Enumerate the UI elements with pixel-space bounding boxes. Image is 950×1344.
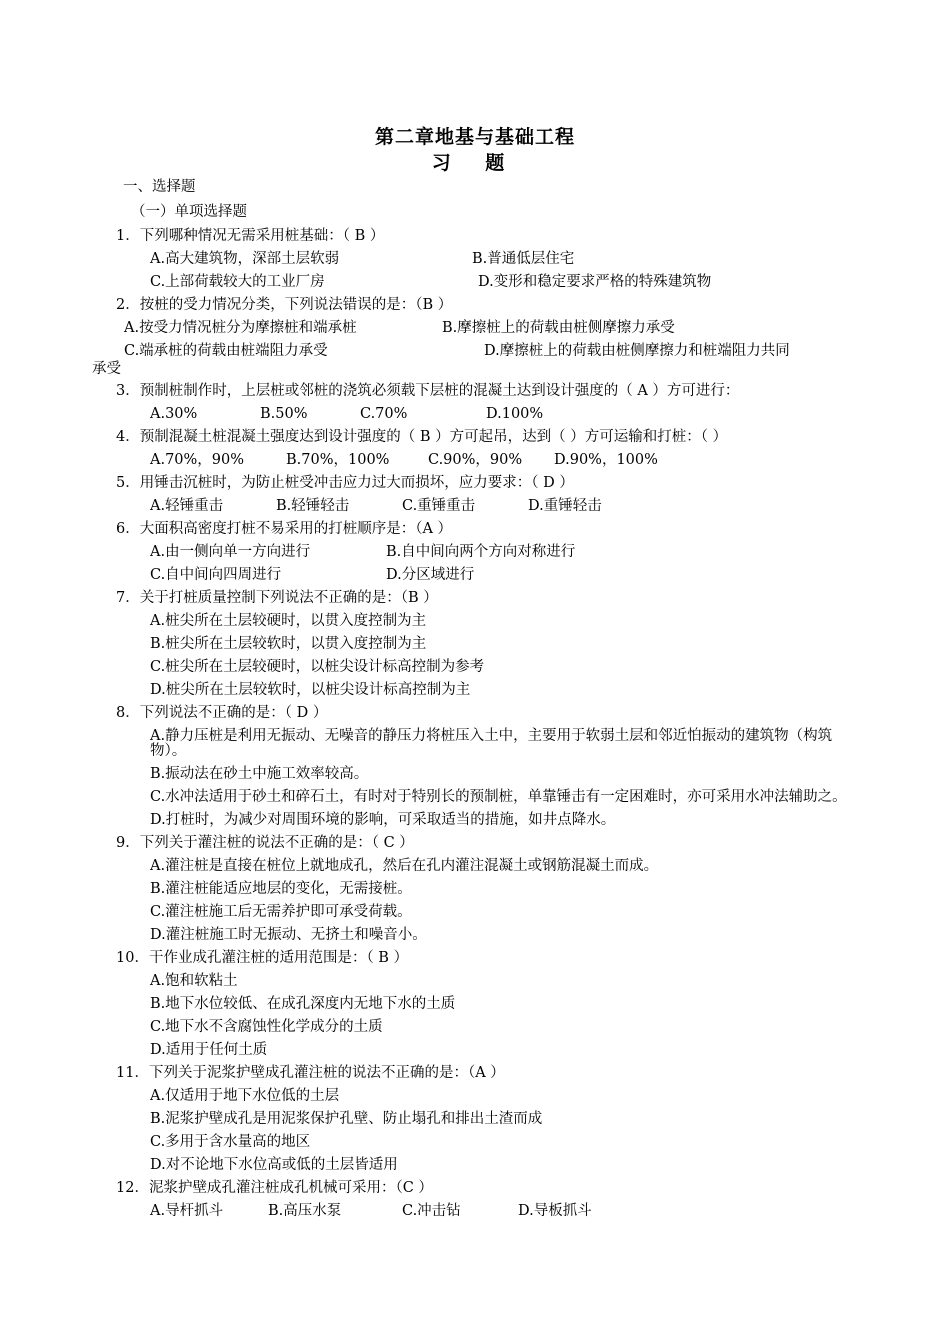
question-item: [92, 702, 862, 832]
option-d: D.分区域进行: [386, 567, 475, 583]
question-item: [92, 518, 862, 587]
section-heading: 一、选择题: [123, 179, 196, 195]
option-list: [92, 725, 862, 832]
option-b: B.高压水泵: [268, 1203, 342, 1219]
question-text: 2．按桩的受力情况分类，下列说法错误的是：（B ）: [116, 297, 453, 313]
question-item: [92, 832, 862, 947]
option-row: [92, 1200, 862, 1223]
option-b: B.摩擦桩上的荷载由桩侧摩擦力承受: [442, 320, 675, 336]
question-text: 8．下列说法不正确的是：（ D ）: [116, 705, 328, 721]
question-text: 12．泥浆护壁成孔灌注桩成孔机械可采用：（C ）: [116, 1180, 433, 1196]
option-a: A.由一侧向单一方向进行: [150, 544, 311, 560]
question-text: 11．下列关于泥浆护壁成孔灌注桩的说法不正确的是：（A ）: [116, 1065, 505, 1081]
question-text: 9．下列关于灌注桩的说法不正确的是：（ C ）: [116, 835, 414, 851]
option-a: A.仅适用于地下水位低的土层: [150, 1088, 340, 1104]
option-a: A.灌注桩是直接在桩位上就地成孔，然后在孔内灌注混凝土或钢筋混凝土而成。: [150, 858, 659, 874]
option-d: D.灌注桩施工时无振动、无挤土和噪音小。: [150, 927, 427, 943]
option-d: D.对不论地下水位高或低的土层皆适用: [150, 1157, 398, 1173]
option-c: C.灌注桩施工后无需养护即可承受荷载。: [150, 904, 412, 920]
option-b: B.轻锤轻击: [276, 498, 350, 514]
option-row: [92, 340, 862, 363]
option-d: D.100%: [486, 406, 544, 422]
option-b: B.振动法在砂土中施工效率较高。: [150, 766, 369, 782]
option-list: [92, 610, 862, 702]
option-c: C.地下水不含腐蚀性化学成分的土质: [150, 1019, 383, 1035]
option-b: B.70%，100%: [286, 452, 390, 468]
page-subtitle: 习 题: [431, 152, 519, 174]
option-d: D.变形和稳定要求严格的特殊建筑物: [478, 274, 712, 290]
option-a: A.轻锤重击: [150, 498, 224, 514]
option-c: C.水冲法适用于砂土和碎石土，有时对于特别长的预制桩，单靠锤击有一定困难时，亦可采用水冲法辅助之。: [150, 789, 847, 805]
option-c: C.上部荷载较大的工业厂房: [150, 274, 325, 290]
option-a: A.导杆抓斗: [150, 1203, 224, 1219]
option-b: B.自中间向两个方向对称进行: [386, 544, 576, 560]
option-row: [92, 449, 862, 472]
option-b: B.桩尖所在土层较软时，以贯入度控制为主: [150, 636, 427, 652]
option-a: A.70%，90%: [150, 452, 245, 468]
question-text: 3．预制桩制作时，上层桩或邻桩的浇筑必须载下层桩的混凝土达到设计强度的（ A ）方可进行：: [116, 383, 740, 399]
option-a: A.饱和软粘土: [150, 973, 238, 989]
question-item: [92, 587, 862, 702]
option-c: C.70%: [360, 406, 408, 422]
question-item: [92, 294, 862, 376]
question-item: [92, 225, 862, 294]
option-row: [92, 248, 862, 271]
option-b: B.普通低层住宅: [472, 251, 575, 267]
question-item: [92, 947, 862, 1062]
option-a: A.静力压桩是利用无振动、无噪音的静压力将桩压入土中，主要用于软弱土层和邻近怕振动的建筑物（构筑物）。: [150, 728, 833, 759]
question-item: [92, 1177, 862, 1223]
question-text: 5．用锤击沉桩时，为防止桩受冲击应力过大而损坏，应力要求：（ D ）: [116, 475, 574, 491]
option-row: [92, 271, 862, 294]
option-d: D.重锤轻击: [528, 498, 602, 514]
subsection-heading: （一）单项选择题: [131, 204, 247, 220]
option-a: A.高大建筑物，深部土层软弱: [150, 251, 340, 267]
option-b: B.地下水位较低、在成孔深度内无地下水的土质: [150, 996, 456, 1012]
option-b: B.灌注桩能适应地层的变化，无需接桩。: [150, 881, 412, 897]
question-list: [92, 225, 862, 1223]
question-text: 1．下列哪种情况无需采用桩基础：（ B ）: [116, 228, 385, 244]
option-d: D.摩擦桩上的荷载由桩侧摩擦力和桩端阻力共同: [484, 343, 790, 359]
question-item: [92, 472, 862, 518]
question-text: 7．关于打桩质量控制下列说法不正确的是：（B ）: [116, 590, 438, 606]
option-row: [92, 403, 862, 426]
question-text: 6．大面积高密度打桩不易采用的打桩顺序是：（A ）: [116, 521, 453, 537]
option-row: [92, 564, 862, 587]
question-item: [92, 426, 862, 472]
question-text: 4．预制混凝土桩混凝土强度达到设计强度的（ B ）方可起吊，达到（ ）方可运输和打桩：（ ）: [116, 429, 728, 445]
option-row: [92, 317, 862, 340]
question-text: 10．干作业成孔灌注桩的适用范围是：（ B ）: [116, 950, 409, 966]
option-c: C.多用于含水量高的地区: [150, 1134, 311, 1150]
option-d: D.适用于任何土质: [150, 1042, 268, 1058]
option-a: A.桩尖所在土层较硬时，以贯入度控制为主: [150, 613, 427, 629]
option-c: C.端承桩的荷载由桩端阻力承受: [124, 343, 328, 359]
option-row: [92, 495, 862, 518]
option-continuation: 承受: [92, 361, 121, 377]
option-c: C.桩尖所在土层较硬时，以桩尖设计标高控制为参考: [150, 659, 485, 675]
option-c: C.自中间向四周进行: [150, 567, 282, 583]
question-item: [92, 1062, 862, 1177]
option-b: B.泥浆护壁成孔是用泥浆保护孔壁、防止塌孔和排出土渣而成: [150, 1111, 543, 1127]
option-c: C.冲击钻: [402, 1203, 461, 1219]
option-d: D.导板抓斗: [518, 1203, 592, 1219]
option-d: D.打桩时，为减少对周围环境的影响，可采取适当的措施，如井点降水。: [150, 812, 616, 828]
question-item: [92, 380, 862, 426]
option-d: D.桩尖所在土层较软时，以桩尖设计标高控制为主: [150, 682, 471, 698]
option-c: C.重锤重击: [402, 498, 476, 514]
option-list: [92, 1085, 862, 1177]
option-b: B.50%: [260, 406, 308, 422]
option-list: [92, 970, 862, 1062]
option-list: [92, 855, 862, 947]
page-title: 第二章地基与基础工程: [374, 126, 575, 148]
option-a: A.按受力情况桩分为摩擦桩和端承桩: [124, 320, 357, 336]
option-a: A.30%: [150, 406, 198, 422]
option-row: [92, 541, 862, 564]
option-c: C.90%，90%: [428, 452, 523, 468]
option-d: D.90%，100%: [554, 452, 658, 468]
